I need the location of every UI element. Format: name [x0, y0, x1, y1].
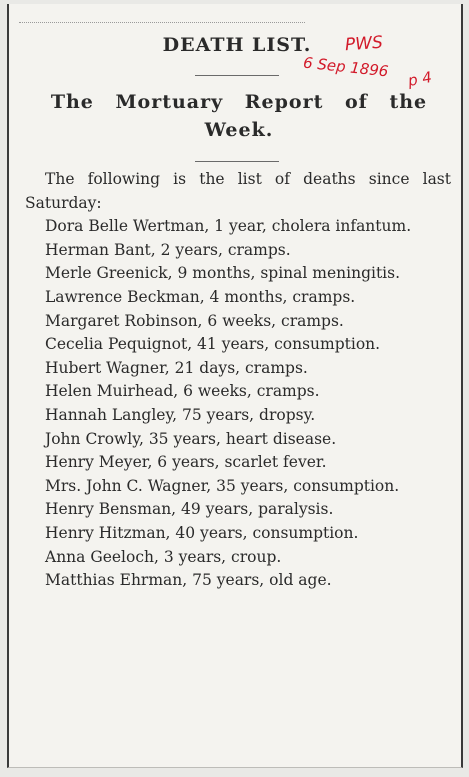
divider-rule — [195, 161, 279, 162]
headline: DEATH LIST. — [162, 34, 312, 56]
death-entry: Margaret Robinson, 6 weeks, cramps. — [45, 311, 344, 330]
death-entry: Cecelia Pequignot, 41 years, consumption. — [45, 335, 381, 354]
death-entry: Lawrence Beckman, 4 months, cramps. — [45, 287, 356, 306]
divider-rule — [195, 75, 279, 76]
death-entry: Anna Geeloch, 3 years, croup. — [45, 547, 282, 566]
death-entry: Hubert Wagner, 21 days, cramps. — [45, 358, 308, 377]
death-entry: Henry Hitzman, 40 years, consumption. — [45, 523, 359, 542]
death-entry: John Crowly, 35 years, heart disease. — [45, 429, 337, 448]
death-entry: Herman Bant, 2 years, cramps. — [45, 240, 291, 259]
handwritten-annotation-page: p 4 — [406, 68, 434, 90]
death-entry: Dora Belle Wertman, 1 year, cholera infantum. — [45, 217, 412, 236]
death-entry: Hannah Langley, 75 years, dropsy. — [45, 405, 316, 424]
death-entry: Henry Meyer, 6 years, scarlet fever. — [45, 453, 327, 472]
newspaper-clipping — [7, 4, 463, 768]
death-entry: Matthias Ehrman, 75 years, old age. — [45, 571, 332, 590]
article-body — [25, 168, 451, 593]
handwritten-annotation-date: 6 Sep 1896 — [302, 53, 390, 81]
handwritten-annotation-source: PWS — [344, 32, 384, 56]
torn-edge — [19, 12, 305, 23]
intro-paragraph: The following is the list of deaths since last Saturday: — [25, 170, 451, 212]
death-entry: Mrs. John C. Wagner, 35 years, consumption. — [45, 476, 400, 495]
death-entry: Helen Muirhead, 6 weeks, cramps. — [45, 382, 320, 401]
death-entry: Merle Greenick, 9 months, spinal meningitis. — [45, 264, 401, 283]
death-entry: Henry Bensman, 49 years, paralysis. — [45, 500, 334, 519]
subheading: The Mortuary Report of the Week. — [50, 91, 428, 141]
